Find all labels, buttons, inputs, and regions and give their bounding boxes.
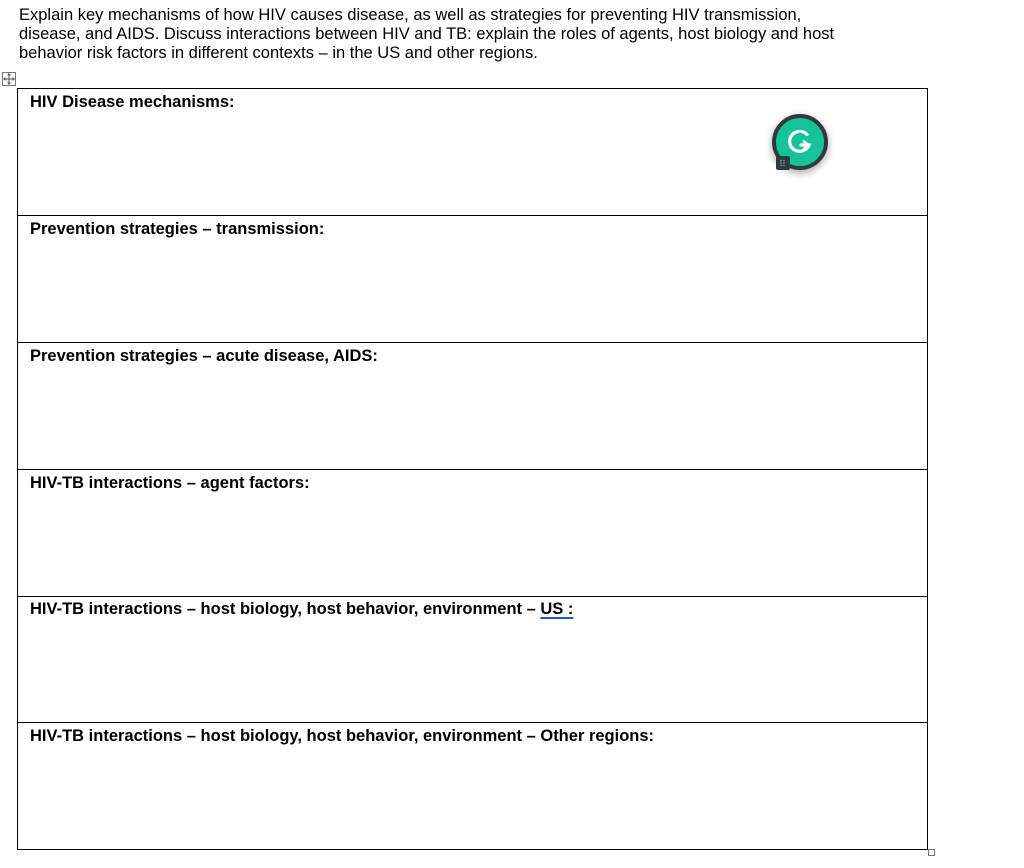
grammarly-drag-grip-icon[interactable] <box>776 156 790 170</box>
table-row-prevention-acute-disease-aids[interactable] <box>18 343 927 470</box>
table-resize-handle-icon[interactable] <box>928 849 935 856</box>
row-label: HIV Disease mechanisms: <box>30 93 235 111</box>
prompt-line-1: Explain key mechanisms of how HIV causes disease, as well as strategies for preventing HIV transmission, <box>19 6 802 24</box>
row-label: HIV-TB interactions – host biology, host behavior, environment – Other regions: <box>30 727 655 745</box>
assignment-prompt <box>19 6 949 63</box>
table-row-prevention-transmission[interactable] <box>18 216 927 343</box>
row-label <box>30 599 573 619</box>
row-label: HIV-TB interactions – agent factors: <box>30 474 310 492</box>
answer-table <box>17 88 928 850</box>
table-row-hiv-tb-agent-factors[interactable] <box>18 470 927 597</box>
table-move-handle-icon[interactable] <box>2 72 16 86</box>
table-row-hiv-tb-us[interactable] <box>18 596 927 723</box>
prompt-line-3: behavior risk factors in different contexts – in the US and other regions. <box>19 44 538 62</box>
prompt-line-2: disease, and AIDS. Discuss interactions between HIV and TB: explain the roles of agents, host biology and host <box>19 25 835 43</box>
us-spellcheck-underline[interactable]: US : <box>540 600 574 618</box>
grammarly-button[interactable] <box>772 114 828 170</box>
row-label: Prevention strategies – transmission: <box>30 220 325 238</box>
table-row-hiv-tb-other-regions[interactable] <box>18 723 927 850</box>
row-label: Prevention strategies – acute disease, AIDS: <box>30 347 378 365</box>
row-label-prefix: HIV-TB interactions – host biology, host behavior, environment – <box>30 600 541 618</box>
